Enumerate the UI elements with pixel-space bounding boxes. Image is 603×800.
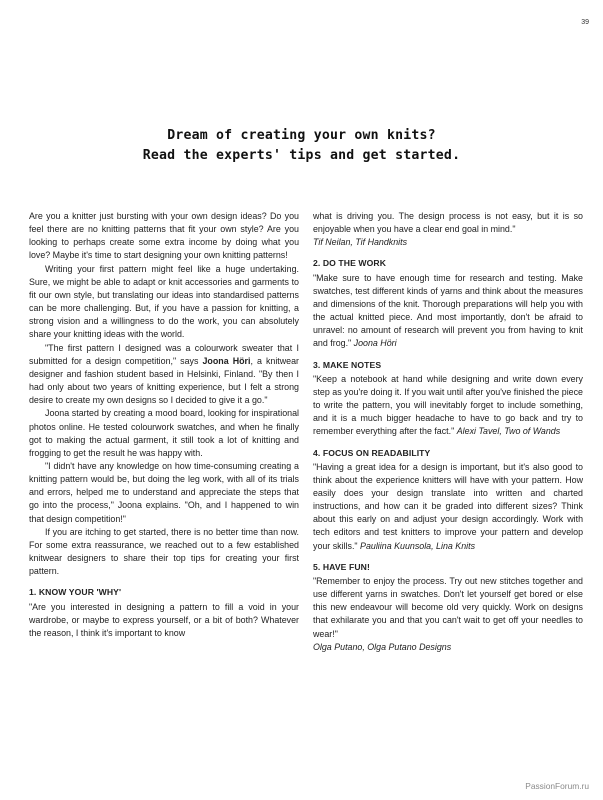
tip-text-5: "Remember to enjoy the process. Try out new stitches together and use different yarns in swatches. Don't let yourself get bored or else this new endeavour will become old very quickly. Work on designs that exhilarate you and that you can't wait to get off your needles to wear!": [313, 575, 583, 639]
tip-credit-1: Tif Neilan, Tif Handknits: [313, 237, 408, 248]
designer-name: Joona Höri: [202, 355, 251, 366]
tip-heading-3: 3. MAKE NOTES: [313, 359, 382, 370]
tip-heading-1: 1. KNOW YOUR 'WHY': [29, 587, 122, 598]
article-headline: [0, 126, 603, 166]
body-paragraph: [29, 342, 299, 408]
tip-credit-4: Pauliina Kuunsola, Lina Knits: [360, 540, 476, 551]
body-paragraph: Writing your first pattern might feel like a huge undertaking. Sure, we might be able to adapt or knit accessories and garments to fit our own style, but translating our ideas into standardised patterns can be more challenging. But, if you have a passion for knitting, a strong vision and a willingness to do the work, you can absolutely share your knitting ideas with the world.: [29, 263, 299, 340]
tip-credit-5: Olga Putano, Olga Putano Designs: [313, 641, 452, 652]
tip-text-4: [313, 461, 583, 553]
right-column: [313, 210, 583, 654]
tip-text-3: [313, 373, 583, 439]
intro-paragraph: Are you a knitter just bursting with your own design ideas? Do you feel there are no knitting patterns that fit your own style? Are you looking to perhaps create some extra income by doing what you love? Maybe it's time to start designing your own knitting patterns!: [29, 211, 299, 261]
tip-heading-2: 2. DO THE WORK: [313, 258, 387, 269]
body-paragraph: If you are itching to get started, there is no better time than now. For some extra reassurance, we reached out to a few established knitwear designers to share their top tips for creating your first pattern.: [29, 526, 299, 577]
site-watermark: PassionForum.ru: [525, 781, 589, 791]
quote-text: "The first pattern I designed was a colourwork sweater that I submitted for a design competition," says: [29, 342, 299, 366]
headline-line-1: Dream of creating your own knits?: [167, 128, 436, 143]
tip-quote-2: "Make sure to have enough time for research and testing. Make swatches, test different kinds of yarns and think about the measures and dimensions of the knit. Thorough preparations will help you with the actual knitted piece. And most importantly, don't be afraid to unravel: no amount of research will prevent you from having to knit and frog.": [313, 272, 583, 349]
body-paragraph: "I didn't have any knowledge on how time-consuming creating a knitting pattern would be, but doing the leg work, with all of its trials and errors, helped me to understand and appreciate the steps that go into the process," Joona explains. "Oh, and I happened to win that design competition!": [29, 460, 299, 524]
quote-text: , a knitwear designer and fashion student based in Helsinki, Finland. "By then I had only about two years of knitting experience, but I felt a strong desire to create my own designs so I decided to give it a go.": [29, 355, 300, 406]
body-paragraph: Joona started by creating a mood board, looking for inspirational photos online. He tested colourwork swatches, and when he finally got to making the actual garment, it still took a lot of knitting and frogging to get the result he was happy with.: [29, 408, 299, 458]
tip-quote-3: "Keep a notebook at hand while designing and write down every step as you're doing it. If you wait until after you've finished the piece to write the pattern, you will inevitably forget to include something, and it is a much bigger headache to have to go back and try to remember everything after the fact.": [313, 373, 583, 437]
tip-credit-2: Joona Höri: [353, 338, 397, 349]
tip-text-1-continued: what is driving you. The design process is not easy, but it is so enjoyable when you have a clear end goal in mind.": [313, 211, 583, 235]
tip-text-1: "Are you interested in designing a pattern to fill a void in your wardrobe, or maybe to express yourself, or a bit of both? Whatever the reason, I think it's important to know: [29, 601, 299, 638]
left-column: [29, 210, 299, 640]
tip-text-2: [313, 272, 583, 351]
tip-quote-4: "Having a great idea for a design is important, but it's also good to think about the experience knitters will have with your pattern. How easily does your design translate into written and charted instructions, and how can it be graded into different sizes? Think about this early on and adjust your design accordingly. Work with tech editors and test knitters to improve your pattern and develop your skills.": [313, 461, 583, 551]
page-number: 39: [581, 19, 589, 26]
headline-line-2: Read the experts' tips and get started.: [142, 148, 461, 163]
tip-heading-4: 4. FOCUS ON READABILITY: [313, 447, 431, 458]
tip-credit-3: Alexi Tavel, Two of Wands: [456, 426, 561, 437]
tip-heading-5: 5. HAVE FUN!: [313, 561, 370, 572]
